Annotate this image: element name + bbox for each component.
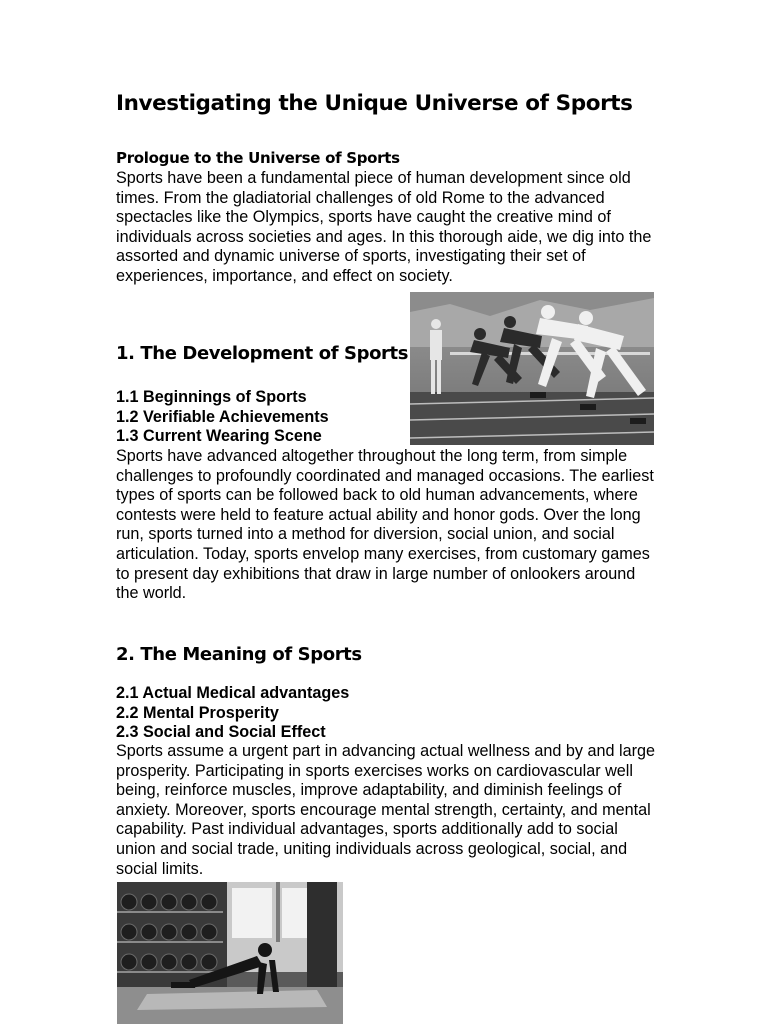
- section-1-subsection-list: [116, 388, 329, 447]
- section-2-subsection: 2.1 Actual Medical advantages: [116, 684, 350, 702]
- section-2-subsection: 2.3 Social and Social Effect: [116, 723, 326, 742]
- section-2-subsection: 2.2 Mental Prosperity: [116, 703, 279, 722]
- section-1-subsection: 1.2 Verifiable Achievements: [116, 407, 329, 426]
- section-1-subsection: 1.1 Beginnings of Sports: [116, 388, 307, 406]
- document-title: Investigating the Unique Universe of Sports: [116, 91, 633, 116]
- gym-pushup-photo: [117, 882, 343, 1024]
- section-2-subsection-list: [116, 684, 349, 743]
- sprinters-photo: [410, 292, 654, 445]
- prologue-paragraph: Sports have been a fundamental piece of human development since old times. From the gladiatorial challenges of old Rome to the advanced spectacles like the Olympics, sports have caught the creative mind of individuals across societies and ages. In this thorough aide, we dig into the assorted and dynamic universe of sports, investigating their set of experiences, importance, and effect on society.: [116, 169, 652, 285]
- prologue-heading: Prologue to the Universe of Sports: [116, 149, 400, 167]
- section-2-heading: 2. The Meaning of Sports: [116, 644, 362, 665]
- section-1-paragraph: Sports have advanced altogether throughout the long term, from simple challenges to profoundly coordinated and managed occasions. The earliest types of sports can be followed back to old human advancements, where contests were held to feature actual ability and honor gods. Over the long run, sports turned into a method for diversion, social union, and social articulation. Today, sports envelop many exercises, from customary games to present day exhibitions that draw in large number of onlookers around the world.: [116, 447, 654, 603]
- section-2-paragraph: Sports assume a urgent part in advancing actual wellness and by and large prosperity. Participating in sports exercises works on cardiovascular well being, reinforce muscles, improve adaptability, and diminish feelings of anxiety. Moreover, sports encourage mental strength, certainty, and mental capability. Past individual advantages, sports additionally add to social union and social trade, uniting individuals across geological, social, and social limits.: [116, 742, 656, 878]
- section-1-heading: 1. The Development of Sports: [116, 343, 409, 364]
- section-1-subsection: 1.3 Current Wearing Scene: [116, 427, 322, 446]
